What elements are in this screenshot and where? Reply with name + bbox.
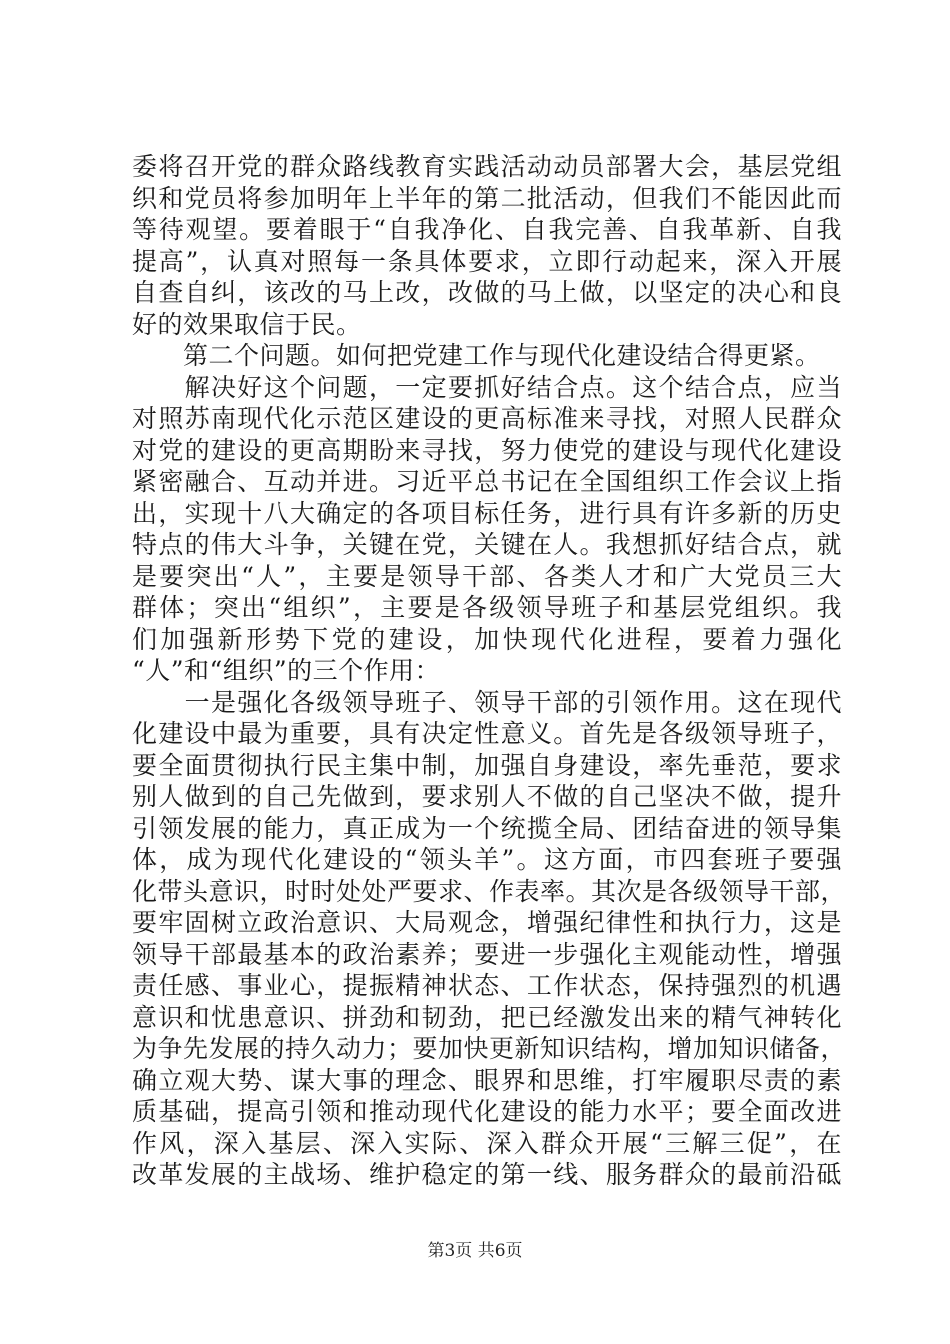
text-line: 委将召开党的群众路线教育实践活动动员部署大会，基层党组 (132, 152, 842, 181)
text-line: 自查自纠，该改的马上改，改做的马上做，以坚定的决心和良 (132, 278, 842, 307)
text-line: 改革发展的主战场、维护稳定的第一线、服务群众的最前沿砥 (132, 1160, 842, 1189)
text-line: 作风，深入基层、深入实际、深入群众开展“三解三促”，在 (132, 1128, 842, 1158)
text-line: 出，实现十八大确定的各项目标任务，进行具有许多新的历史 (132, 498, 842, 528)
text-line: 领导干部最基本的政治素养；要进一步强化主观能动性，增强 (132, 939, 842, 969)
text-line: 要牢固树立政治意识、大局观念，增强纪律性和执行力，这是 (132, 908, 842, 937)
text-line: 特点的伟大斗争，关键在党，关键在人。我想抓好结合点，就 (132, 530, 842, 559)
text-line: 对照苏南现代化示范区建设的更高标准来寻找，对照人民群众 (132, 404, 842, 433)
text-line: 第二个问题。如何把党建工作与现代化建设结合得更紧。 (132, 341, 821, 370)
text-line: 好的效果取信于民。 (132, 309, 362, 339)
text-line: 别人做到的自己先做到，要求别人不做的自己坚决不做，提升 (132, 782, 842, 811)
text-line: 是要突出“人”，主要是领导干部、各类人才和广大党员三大 (132, 561, 842, 591)
text-line: 化带头意识，时时处处严要求、作表率。其次是各级领导干部， (132, 876, 847, 906)
text-line: 引领发展的能力，真正成为一个统揽全局、团结奋进的领导集 (132, 813, 842, 843)
text-line: 质基础，提高引领和推动现代化建设的能力水平；要全面改进 (132, 1097, 842, 1126)
text-line: 紧密融合、互动并进。习近平总书记在全国组织工作会议上指 (132, 467, 842, 496)
text-line: 意识和忧患意识、拼劲和韧劲，把已经激发出来的精气神转化 (132, 1002, 842, 1032)
text-line: 要全面贯彻执行民主集中制，加强自身建设，率先垂范，要求 (132, 750, 842, 780)
page-number-footer: 第3页 共6页 (427, 1241, 523, 1261)
text-line: 一是强化各级领导班子、领导干部的引领作用。这在现代 (132, 687, 842, 717)
text-line: 责任感、事业心，提振精神状态、工作状态，保持强烈的机遇 (132, 971, 842, 1000)
text-line: 们加强新形势下党的建设，加快现代化进程，要着力强化 (132, 624, 842, 654)
text-line: 对党的建设的更高期盼来寻找，努力使党的建设与现代化建设 (132, 435, 842, 465)
text-line: 等待观望。要着眼于“自我净化、自我完善、自我革新、自我 (132, 215, 842, 244)
text-line: “人”和“组织”的三个作用： (132, 656, 441, 685)
text-line: 化建设中最为重要，具有决定性意义。首先是各级领导班子， (132, 719, 842, 748)
text-line: 解决好这个问题，一定要抓好结合点。这个结合点，应当 (132, 372, 842, 402)
text-line: 织和党员将参加明年上半年的第二批活动，但我们不能因此而 (132, 183, 842, 213)
text-line: 为争先发展的持久动力；要加快更新知识结构，增加知识储备， (132, 1034, 847, 1063)
text-line: 确立观大势、谋大事的理念、眼界和思维，打牢履职尽责的素 (132, 1065, 842, 1095)
document-body (132, 151, 847, 1191)
text-line: 体，成为现代化建设的“领头羊”。这方面，市四套班子要强 (132, 845, 842, 874)
text-line: 群体；突出“组织”，主要是各级领导班子和基层党组织。我 (132, 593, 842, 622)
text-line: 提高”，认真对照每一条具体要求，立即行动起来，深入开展 (132, 246, 842, 276)
